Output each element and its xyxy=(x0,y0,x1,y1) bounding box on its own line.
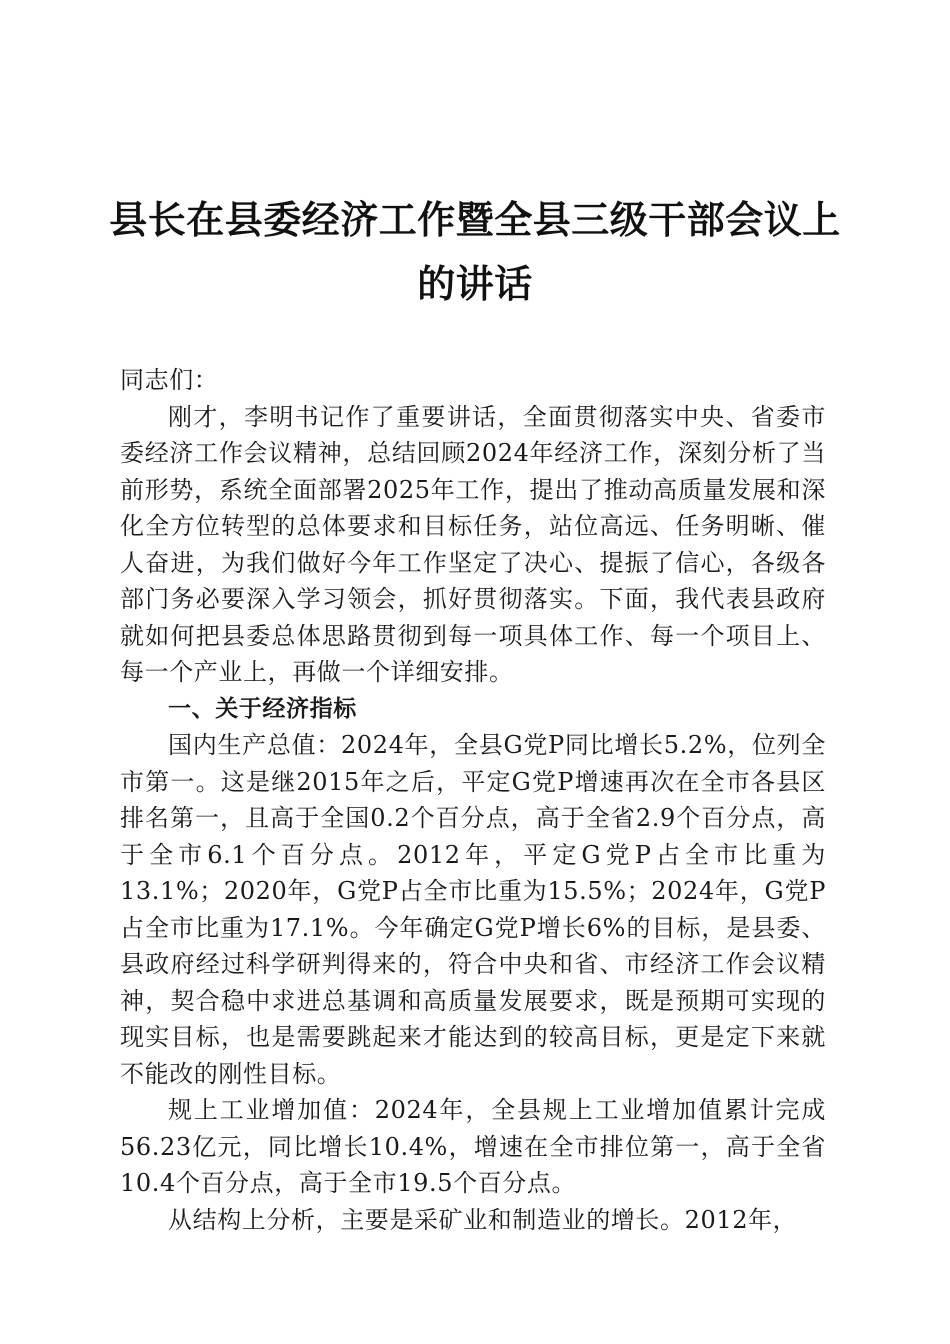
document-title: 县长在县委经济工作暨全县三级干部会议上的讲话 xyxy=(109,198,841,306)
section-heading: 一、关于经济指标 xyxy=(168,695,357,722)
industry-paragraph: 规上工业增加值：2024年，全县规上工业增加值累计完成56.23亿元，同比增长10.4%，增速在全市排位第一，高于全省10.4个百分点，高于全市19.5个百分点。 xyxy=(120,1096,826,1197)
salutation: 同志们： xyxy=(120,366,219,394)
intro-paragraph: 刚才，李明书记作了重要讲话，全面贯彻落实中央、省委市委经济工作会议精神，总结回顾2024年经济工作，深刻分析了当前形势，系统全面部署2025年工作，提出了推动高质量发展和深化全方位转型的总体要求和目标任务，站位高远、任务明晰、催人奋进，为我们做好今年工作坚定了决心、提振了信心，各级各部门务必要深入学习领会，抓好贯彻落实。下面，我代表县政府就如何把县委总体思路贯彻到每一项具体工作、每一个项目上、每一个产业上，再做一个详细安排。 xyxy=(120,402,826,686)
document-body xyxy=(120,362,826,1238)
structure-paragraph: 从结构上分析，主要是采矿业和制造业的增长。2012年， xyxy=(168,1205,798,1234)
gdp-paragraph: 国内生产总值：2024年，全县G党P同比增长5.2%，位列全市第一。这是继2015年之后，平定G党P增速再次在全市各县区排名第一，且高于全国0.2个百分点，高于全省2.9个百分点，高于全市6.1个百分点。2012年，平定G党P占全市比重为13.1%；2020年，G党P占全市比重为15.5%；2024年，G党P占全市比重为17.1%。今年确定G党P增长6%的目标，是县委、县政府经过科学研判得来的，符合中央和省、市经济工作会议精神，契合稳中求进总基调和高质量发展要求，既是预期可实现的现实目标，也是需要跳起来才能达到的较高目标，更是定下来就不能改的刚性目标。 xyxy=(120,731,826,1088)
